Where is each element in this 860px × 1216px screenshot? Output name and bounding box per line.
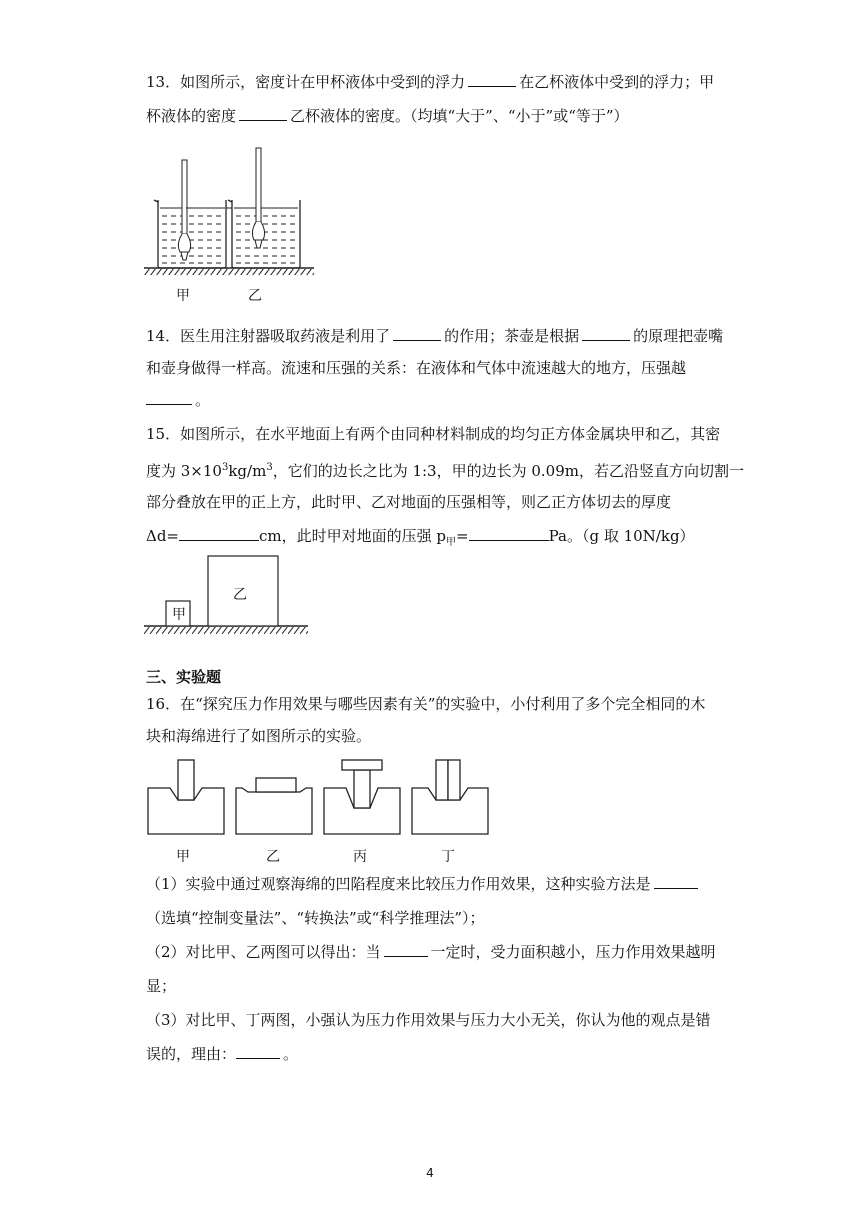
q16-line-1: 16．在“探究压力作用效果与哪些因素有关”的实验中，小付利用了多个完全相同的木	[146, 695, 706, 713]
q16-line-2: 块和海绵进行了如图所示的实验。	[146, 727, 372, 745]
q13-line-2	[146, 106, 629, 126]
q14-text: 的原理把壶嘴	[633, 327, 724, 345]
q15-text: cm，此时甲对地面的压强 p	[259, 527, 447, 545]
q16-p1-line-2: （选填“控制变量法”、“转换法”或“科学推理法”）；	[146, 909, 485, 927]
q15-text: =	[456, 527, 469, 545]
q16-text: （1）实验中通过观察海绵的凹陷程度来比较压力作用效果，这种实验方法是	[146, 875, 651, 893]
q16-label-bing: 丙	[353, 849, 367, 865]
q13-text: 在乙杯液体中受到的浮力；甲	[519, 73, 715, 91]
q14-blank-2[interactable]	[582, 326, 630, 341]
q16-label-yi: 乙	[266, 849, 280, 865]
q13-text: 13．如图所示，密度计在甲杯液体中受到的浮力	[146, 73, 466, 91]
q16-text: （2）对比甲、乙两图可以得出：当	[146, 943, 381, 961]
q15-label-a: 甲	[172, 607, 186, 623]
q16-blank-1[interactable]	[654, 874, 698, 889]
q14-blank-1[interactable]	[393, 326, 441, 341]
beaker-a	[154, 160, 226, 268]
q16-p1-line-1	[146, 874, 701, 894]
sponge-bing	[324, 760, 400, 834]
q15-line-4	[146, 526, 695, 553]
sponge-yi	[236, 778, 312, 834]
q16-sponge-figure	[146, 756, 492, 838]
page-number: 4	[426, 1166, 434, 1180]
q13-text: 杯液体的密度	[146, 107, 237, 125]
q13-blank-2[interactable]	[239, 106, 287, 121]
q16-text: 。	[283, 1045, 299, 1063]
q13-label-b: 乙	[248, 288, 262, 304]
q16-p2-line-2: 显；	[146, 977, 177, 995]
q14-line-1	[146, 326, 723, 346]
q13-blank-1[interactable]	[468, 72, 516, 87]
q13-label-a: 甲	[176, 288, 190, 304]
q16-p2-line-1	[146, 942, 716, 962]
sponge-ding	[412, 760, 488, 834]
q16-blank-2[interactable]	[384, 942, 428, 957]
q14-line-2: 和壶身做得一样高。流速和压强的关系：在液体和气体中流速越大的地方，压强越	[146, 359, 687, 377]
q14-blank-3[interactable]	[146, 390, 192, 405]
q16-text: 一定时，受力面积越小，压力作用效果越明	[430, 943, 716, 961]
q14-text: 14．医生用注射器吸取药液是利用了	[146, 327, 391, 345]
q15-blank-1[interactable]	[179, 526, 259, 541]
q16-text: 误的，理由：	[146, 1045, 237, 1063]
q16-label-jia: 甲	[176, 849, 190, 865]
q15-text: kg/m	[228, 462, 267, 480]
q15-cubes-figure	[144, 554, 308, 636]
q14-line-3	[146, 390, 210, 410]
section-heading: 三、实验题	[146, 668, 222, 686]
beaker-b	[228, 148, 300, 268]
q15-sub: 甲	[446, 537, 457, 548]
q15-label-b: 乙	[233, 587, 247, 603]
q15-line-3: 部分叠放在甲的正上方，此时甲、乙对地面的压强相等，则乙正方体切去的厚度	[146, 493, 672, 511]
q16-p3-line-1: （3）对比甲、丁两图，小强认为压力作用效果与压力大小无关，你认为他的观点是错	[146, 1011, 711, 1029]
q14-text: 。	[195, 391, 211, 409]
q15-text: ，它们的边长之比为 1:3，甲的边长为 0.09m，若乙沿竖直方向切割一	[272, 462, 744, 480]
q15-line-1: 15．如图所示，在水平地面上有两个由同种材料制成的均匀正方体金属块甲和乙，其密	[146, 425, 721, 443]
q16-blank-3[interactable]	[236, 1044, 280, 1059]
q15-line-2	[146, 458, 744, 481]
q16-label-ding: 丁	[441, 849, 455, 865]
q15-blank-2[interactable]	[469, 526, 549, 541]
q13-text: 乙杯液体的密度。（均填“大于”、“小于”或“等于”）	[290, 107, 629, 125]
sponge-jia	[148, 760, 224, 834]
q13-hydrometer-figure	[144, 140, 314, 275]
q15-text: Pa。（g 取 10N/kg）	[548, 527, 695, 545]
q14-text: 的作用；茶壶是根据	[444, 327, 580, 345]
q16-p3-line-2	[146, 1044, 298, 1064]
q15-sup: 3	[221, 462, 229, 473]
q13-line-1	[146, 72, 714, 92]
q15-sup: 3	[266, 462, 273, 473]
q15-text: 度为 3×10	[146, 462, 222, 480]
q15-text: Δd=	[146, 527, 180, 545]
